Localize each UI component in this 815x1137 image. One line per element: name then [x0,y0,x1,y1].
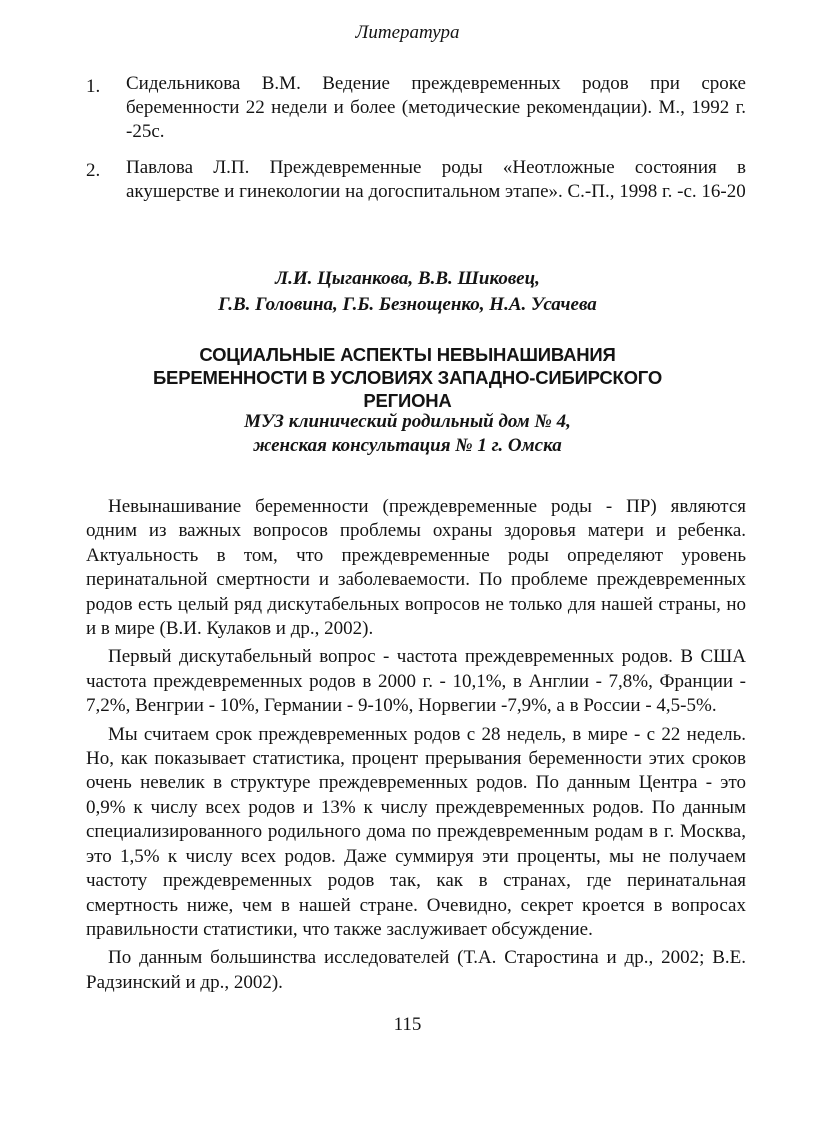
body-paragraph: По данным большинства исследователей (Т.А. Старостина и др., 2002; В.Е. Радзинский и др., 2002). [86,947,746,993]
reference-list [86,72,746,216]
reference-text: Павлова Л.П. Преждевременные роды «Неотложные состояния в акушерстве и гинекологии на догоспитальном этапе». С.-П., 1998 г. -с. 16-20 [126,157,746,202]
section-heading-literature: Литература [355,22,460,43]
article-affiliation [0,410,815,458]
affiliation-line: женская консультация № 1 г. Омска [253,435,562,456]
article-title [0,343,815,412]
article-body [86,495,746,999]
authors-line: Л.И. Цыганкова, В.В. Шиковец, [275,268,540,289]
page-number: 115 [393,1014,422,1035]
reference-number: 1. [86,76,101,97]
reference-item [86,72,746,144]
body-paragraph: Первый дискутабельный вопрос - частота преждевременных родов. В США частота преждевременных родов в 2000 г. - 10,1%, в Англии - 7,8%, Франции - 7,2%, Венгрии - 10%, Германии - 9-10%, Норвегии -7,9%, а в России - 4,5-5%. [86,646,746,717]
reference-text: Сидельникова В.М. Ведение преждевременных родов при сроке беременности 22 недели и более (методические рекомендации). М., 1992 г. -25с. [126,73,746,142]
title-line: РЕГИОНА [363,390,452,411]
reference-item [86,156,746,204]
title-line: БЕРЕМЕННОСТИ В УСЛОВИЯХ ЗАПАДНО-СИБИРСКОГО [152,367,663,388]
body-paragraph: Невынашивание беременности (преждевременные роды - ПР) являются одним из важных вопросов проблемы охраны здоровья матери и ребенка. Актуальность в том, что преждевременные роды определяют уровень перинатальной смертности и заболеваемости. По проблеме преждевременных родов есть целый ряд дискутабельных вопросов не только для нашей страны, но и в мире (В.И. Кулаков и др., 2002). [86,496,746,640]
authors-line: Г.В. Головина, Г.Б. Безнощенко, Н.А. Усачева [218,294,597,315]
article-authors [0,266,815,318]
body-paragraph: Мы считаем срок преждевременных родов с 28 недель, в мире - с 22 недель. Но, как показывает статистика, процент прерывания беременности этих сроков очень невелик в структуре преждевременных родов. По данным Центра - это 0,9% к числу всех родов и 13% к числу преждевременных родов. По данным специализированного родильного дома по преждевременным родам в г. Москва, это 1,5% к числу всех родов. Даже суммируя эти проценты, мы не получаем частоту преждевременных родов так, как в странах, где перинатальная смертность ниже, чем в нашей стране. Очевидно, секрет кроется в вопросах правильности статистики, что также заслуживает обсуждение. [86,723,746,940]
reference-number: 2. [86,160,101,181]
affiliation-line: МУЗ клинический родильный дом № 4, [244,411,571,432]
title-line: СОЦИАЛЬНЫЕ АСПЕКТЫ НЕВЫНАШИВАНИЯ [199,344,616,365]
